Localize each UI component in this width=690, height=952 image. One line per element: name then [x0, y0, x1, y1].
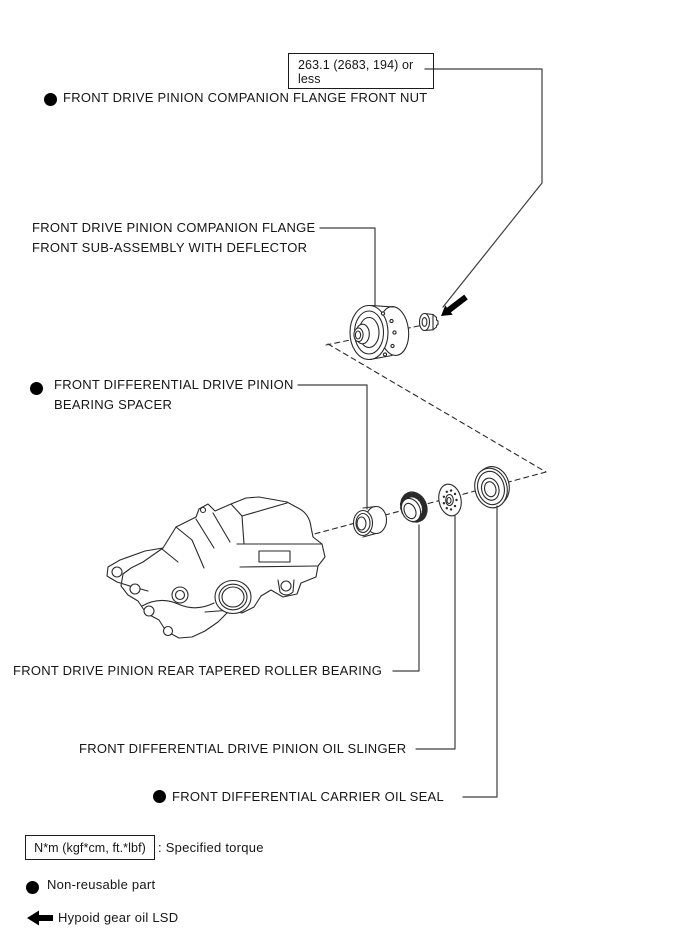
non-reusable-bullet-icon: [30, 382, 43, 395]
label-companion-flange-line2: FRONT SUB-ASSEMBLY WITH DEFLECTOR: [32, 240, 308, 255]
label-front-nut: FRONT DRIVE PINION COMPANION FLANGE FRONT NUT: [63, 90, 428, 105]
torque-spec-callout: [288, 53, 434, 89]
tapered-roller-bearing-drawing: [396, 488, 432, 527]
non-reusable-bullet-icon: [153, 790, 166, 803]
legend-non-reusable-caption: Non-reusable part: [47, 877, 156, 892]
label-roller-bearing: FRONT DRIVE PINION REAR TAPERED ROLLER BEARING: [13, 663, 383, 678]
hypoid-legend-arrow-icon: [27, 911, 53, 926]
label-bearing-spacer-line1: FRONT DIFFERENTIAL DRIVE PINION: [54, 377, 294, 392]
legend-hypoid-caption: Hypoid gear oil LSD: [58, 910, 179, 925]
oil-slinger-drawing: [436, 482, 464, 518]
non-reusable-bullet-icon: [44, 93, 57, 106]
legend-torque-box-label: N*m (kgf*cm, ft.*lbf): [34, 840, 146, 855]
legend-torque-box: [25, 835, 155, 860]
legend-torque-caption: : Specified torque: [158, 840, 264, 855]
differential-carrier-drawing: [107, 497, 325, 638]
leader-lines: [298, 69, 542, 797]
label-oil-slinger: FRONT DIFFERENTIAL DRIVE PINION OIL SLINGER: [79, 741, 407, 756]
label-bearing-spacer-line2: BEARING SPACER: [54, 397, 173, 412]
front-nut-drawing: [420, 314, 439, 331]
label-oil-seal: FRONT DIFFERENTIAL CARRIER OIL SEAL: [172, 789, 444, 804]
oil-seal-drawing: [470, 463, 513, 511]
companion-flange-drawing: [350, 305, 411, 359]
label-companion-flange-line1: FRONT DRIVE PINION COMPANION FLANGE: [32, 220, 316, 235]
non-reusable-bullet-icon: [26, 881, 39, 894]
bearing-spacer-drawing: [354, 507, 387, 538]
torque-spec-value: 263.1 (2683, 194) or less: [298, 58, 414, 86]
